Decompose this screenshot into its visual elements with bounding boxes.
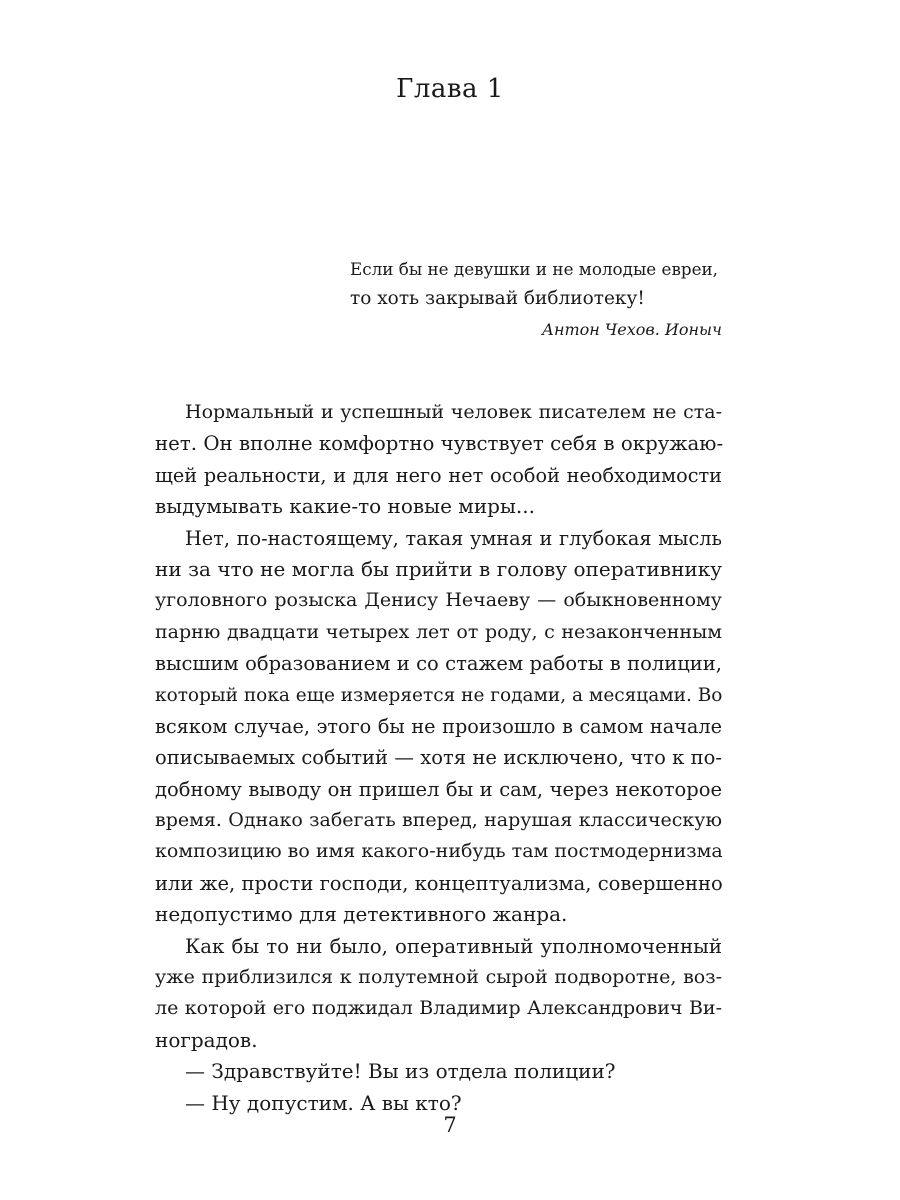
text-line: нет. Он вполне комфортно чувствует себя в окружаю-	[155, 432, 724, 456]
text-line: уже приблизился к полутемной сырой подворотне, воз-	[155, 966, 722, 989]
text-line: парню двадцати четырех лет от роду, с незаконченным	[155, 620, 722, 643]
chapter-title: Глава 1	[396, 74, 504, 104]
text-line: ни за что не могла бы прийти в голову оперативнику	[155, 556, 722, 581]
body-text	[155, 397, 722, 1119]
text-line: композицию во имя какого-нибудь там постмодернизма	[155, 840, 723, 863]
text-line: Нормальный и успешный человек писателем не ста-	[185, 401, 722, 423]
text-line: высшим образованием и со стажем работы в полиции,	[155, 652, 722, 676]
text-line: ноградов.	[155, 1027, 258, 1052]
epigraph-source: Антон Чехов. Ионыч	[541, 320, 722, 339]
text-line: недопустимо для детективного жанра.	[155, 902, 568, 927]
text-line: Нет, по-настоящему, такая умная и глубокая мысль	[185, 526, 722, 550]
text-line: описываемых событий — хотя не исключено, что к по-	[155, 746, 722, 770]
text-line: уголовного розыска Денису Нечаеву — обыкновенному	[155, 589, 722, 612]
text-line: всяком случае, этого бы не произошло в самом начале	[155, 714, 722, 738]
text-line: — Здравствуйте! Вы из отдела полиции?	[185, 1059, 616, 1084]
text-line: добному выводу он пришел бы и сам, через некоторое	[155, 777, 722, 801]
text-line: выдумывать какие-то новые миры...	[155, 494, 535, 519]
text-line: ле которой его поджидал Владимир Александрович Ви-	[155, 997, 722, 1020]
epigraph-line: Если бы не девушки и не молодые евреи,	[350, 259, 718, 279]
page-number: 7	[443, 1113, 457, 1137]
epigraph-line: то хоть закрывай библиотеку!	[350, 288, 645, 309]
text-line: щей реальности, и для него нет особой необходимости	[155, 463, 722, 487]
text-line: Как бы то ни было, оперативный уполномоченный	[185, 934, 722, 958]
epigraph	[350, 254, 722, 342]
text-line: время. Однако забегать вперед, нарушая классическую	[155, 809, 722, 832]
text-line: или же, прости господи, концептуализма, совершенно	[155, 871, 723, 895]
text-line: который пока еще измеряется не годами, а месяцами. Во	[155, 684, 723, 706]
text-line: — Ну допустим. А вы кто?	[185, 1090, 462, 1115]
